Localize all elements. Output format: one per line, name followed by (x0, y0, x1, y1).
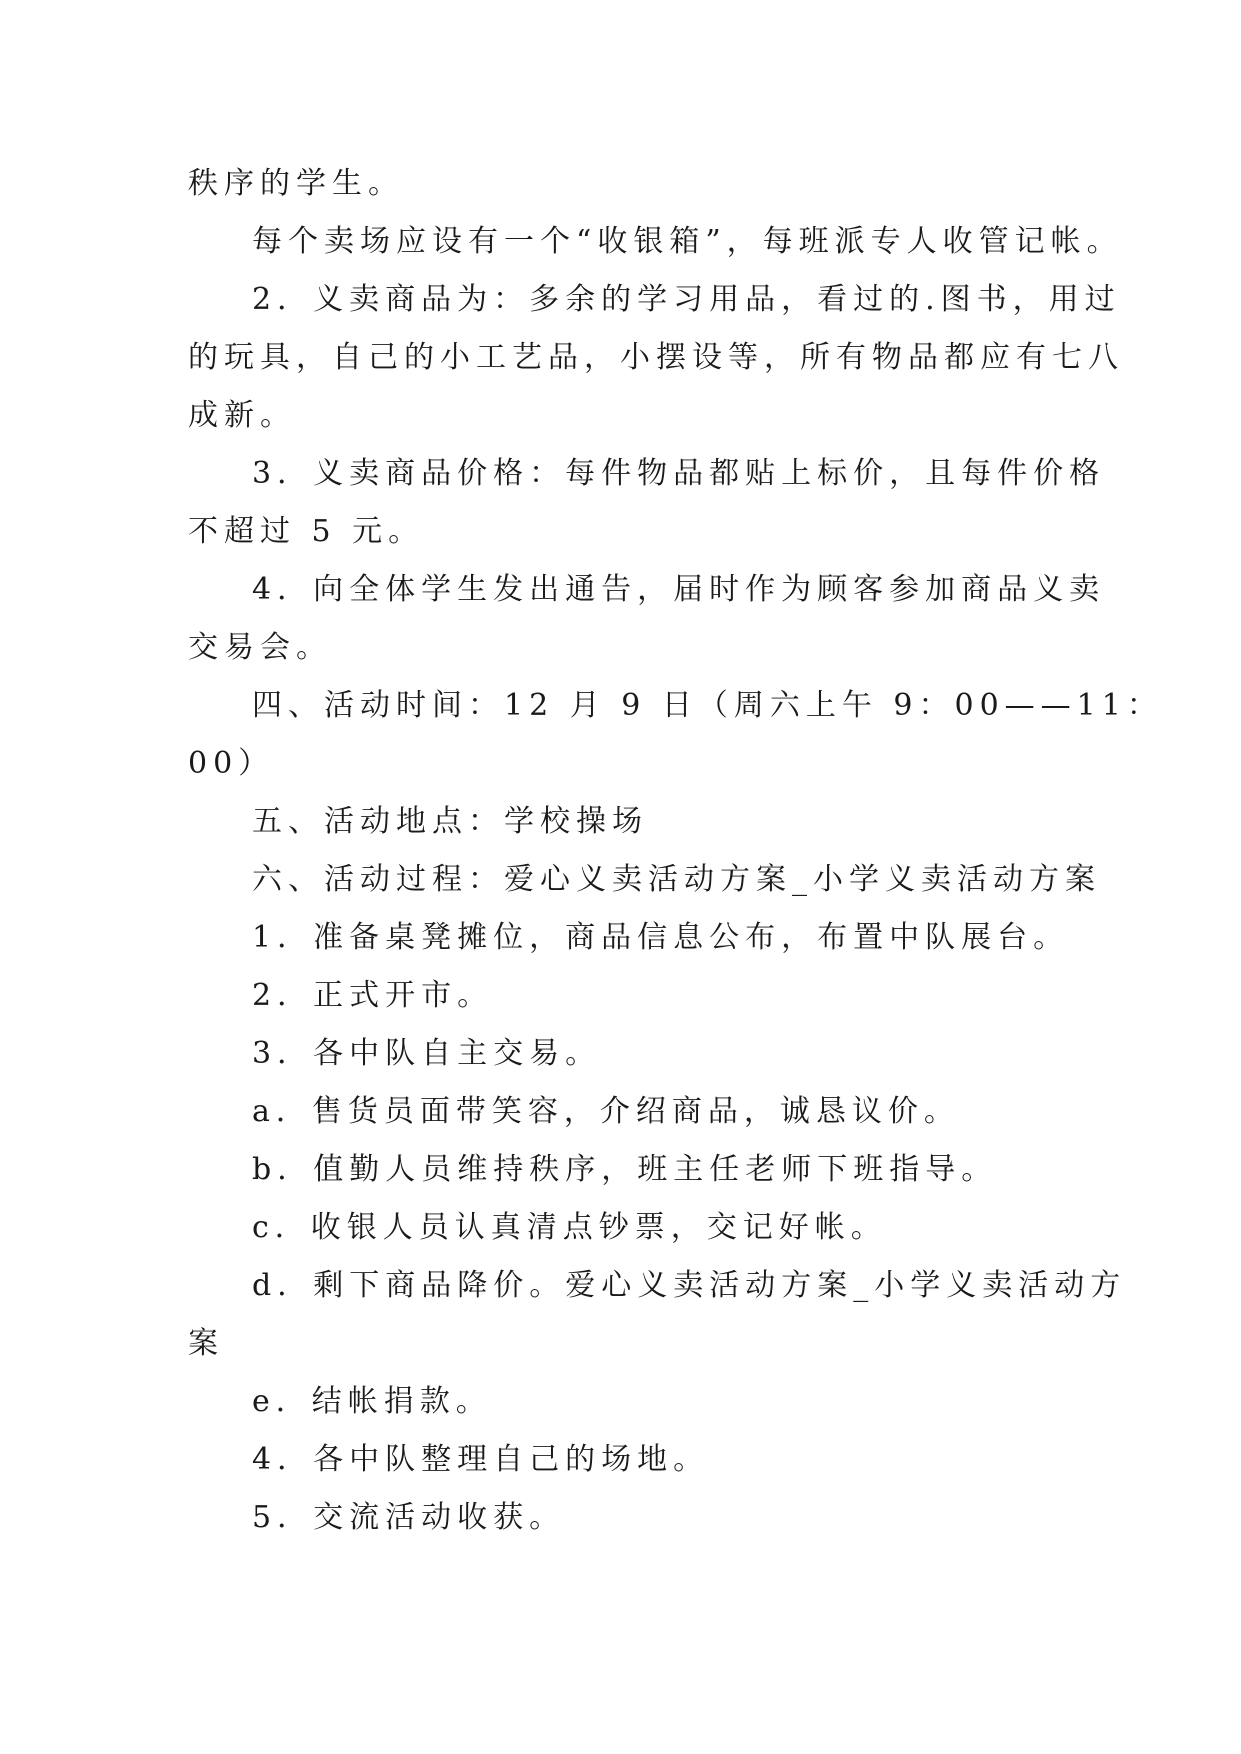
text-line: 5．交流活动收获。 (252, 1500, 566, 1535)
text-line: b．值勤人员维持秩序，班主任老师下班指导。 (252, 1152, 998, 1187)
text-line: 4．向全体学生发出通告，届时作为顾客参加商品义卖 (252, 572, 1106, 607)
text-line: 不超过 5 元。 (188, 514, 425, 549)
text-line: 每个卖场应设有一个“收银箱”，每班派专人收管记帐。 (252, 224, 1123, 259)
text-line: 00） (188, 746, 275, 781)
text-line: 2．正式开市。 (252, 978, 494, 1013)
text-line: 3．义卖商品价格：每件物品都贴上标价，且每件价格 (252, 456, 1106, 491)
text-line: e．结帐捐款。 (252, 1384, 492, 1419)
text-line: 2．义卖商品为：多余的学习用品，看过的.图书，用过 (252, 282, 1121, 317)
document-body (188, 155, 1163, 1547)
text-line: 秩序的学生。 (188, 166, 404, 201)
text-line: d．剩下商品降价。爱心义卖活动方案_小学义卖活动方 (252, 1268, 1127, 1303)
text-line: 1．准备桌凳摊位，商品信息公布，布置中队展台。 (252, 920, 1070, 955)
text-line: 3．各中队自主交易。 (252, 1036, 602, 1071)
text-line: 案 (188, 1326, 224, 1361)
text-line: 交易会。 (188, 630, 332, 665)
text-line: 4．各中队整理自己的场地。 (252, 1442, 710, 1477)
text-line: 的玩具，自己的小工艺品，小摆设等，所有物品都应有七八 (188, 340, 1124, 375)
text-line: 四、活动时间：12 月 9 日（周六上午 9：00——11： (252, 688, 1163, 723)
text-line: c．收银人员认真清点钞票，交记好帐。 (252, 1210, 887, 1245)
text-line: 成新。 (188, 398, 296, 433)
text-line: 六、活动过程：爱心义卖活动方案_小学义卖活动方案 (252, 862, 1101, 897)
text-line: 五、活动地点：学校操场 (252, 804, 648, 839)
text-line: a．售货员面带笑容，介绍商品，诚恳议价。 (252, 1094, 960, 1129)
